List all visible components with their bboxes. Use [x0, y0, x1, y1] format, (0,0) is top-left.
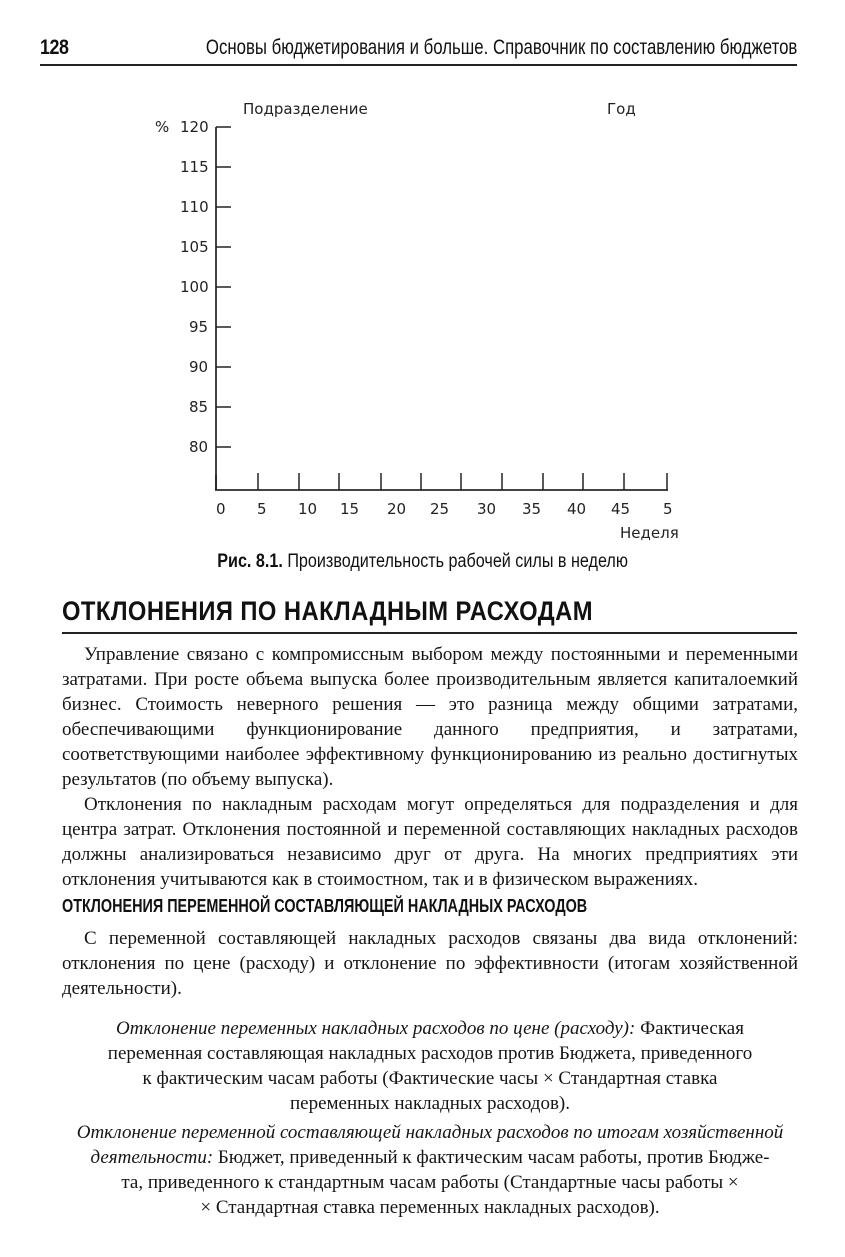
formula-price-variance: Отклонение переменных накладных расходов по цене (расходу): Фактическая переменная составляющая накладных расходов против Бюджета, приведенного к фактическим часам работы (Фактические часы × Стандартная ставка переменных накладных расходов).: [107, 1018, 753, 1114]
chart-axes: [0, 90, 845, 550]
y-tick-label: 80: [189, 438, 209, 456]
running-head: [40, 30, 797, 66]
division-label: Подразделение: [243, 100, 368, 118]
x-tick-label: 45: [611, 500, 631, 518]
figure-chart: [0, 90, 845, 580]
y-tick-label: 115: [180, 158, 209, 176]
x-tick-label: 40: [567, 500, 587, 518]
page-number: 128: [40, 36, 69, 59]
y-unit-label: %: [155, 118, 170, 136]
section-heading: ОТКЛОНЕНИЯ ПО НАКЛАДНЫМ РАСХОДАМ: [62, 596, 797, 634]
x-tick-label: 0: [216, 500, 226, 518]
y-tick-label: 105: [180, 238, 209, 256]
x-tick-label: 15: [340, 500, 360, 518]
y-tick-label: 100: [180, 278, 209, 296]
caption-text: Производительность рабочей силы в неделю: [282, 551, 628, 572]
y-tick-label: 95: [189, 318, 209, 336]
x-tick-label: 35: [522, 500, 542, 518]
formula-term: деятельности:: [90, 1147, 214, 1168]
subsection-heading: ОТКЛОНЕНИЯ ПЕРЕМЕННОЙ СОСТАВЛЯЮЩЕЙ НАКЛАДНЫХ РАСХОДОВ: [62, 896, 588, 916]
x-tick-label: 5: [257, 500, 267, 518]
x-tick-label: 5: [663, 500, 673, 518]
formula-term: Отклонение переменной составляющей накладных расходов по итогам хозяйственной: [76, 1122, 784, 1143]
x-axis-label: Неделя: [620, 524, 679, 542]
formula-term: Отклонение переменных накладных расходов по цене (расходу):: [116, 1018, 636, 1039]
formula-efficiency-variance: Отклонение переменной составляющей накладных расходов по итогам хозяйственной деятельности: Бюджет, приведенный к фактическим часам работы, против Бюдже- та, приведенного к стандартным часам работы (Стандартные часы работы × × Стандартная ставка переменных накладных расходов).: [76, 1122, 784, 1218]
y-tick-label: 85: [189, 398, 209, 416]
year-label: Год: [607, 100, 636, 118]
y-tick-label: 110: [180, 198, 209, 216]
y-tick-label: 120: [180, 118, 209, 136]
x-tick-label: 25: [430, 500, 450, 518]
figure-caption: [0, 551, 845, 573]
paragraph: Отклонения по накладным расходам могут определяться для подразделения и для центра затрат. Отклонения постоянной и переменной составляющих накладных расходов должны анализироваться независимо друг от друга. На многих предприятиях эти отклонения учитываются как в стоимостном, так и в физическом выражениях.: [62, 794, 798, 890]
x-tick-label: 30: [477, 500, 497, 518]
book-title: Основы бюджетирования и больше. Справочник по составлению бюджетов: [205, 36, 797, 59]
x-tick-label: 20: [387, 500, 407, 518]
x-tick-label: 10: [298, 500, 318, 518]
caption-number: Рис. 8.1.: [217, 551, 283, 572]
paragraph: С переменной составляющей накладных расходов связаны два вида отклонений: отклонения по цене (расходу) и отклонение по эффективности (итогам хозяйственной деятельности).: [62, 928, 798, 999]
y-tick-label: 90: [189, 358, 209, 376]
paragraph: Управление связано с компромиссным выбором между постоянными и переменными затратами. При росте объема выпуска более производительным является капиталоемкий бизнес. Стоимость неверного решения — это разница между общими затратами, обеспечивающими функционирование данного предприятия, и затратами, соответствующими наиболее эффективному функционированию из реально достигнутых результатов (по объему выпуска).: [62, 644, 798, 790]
